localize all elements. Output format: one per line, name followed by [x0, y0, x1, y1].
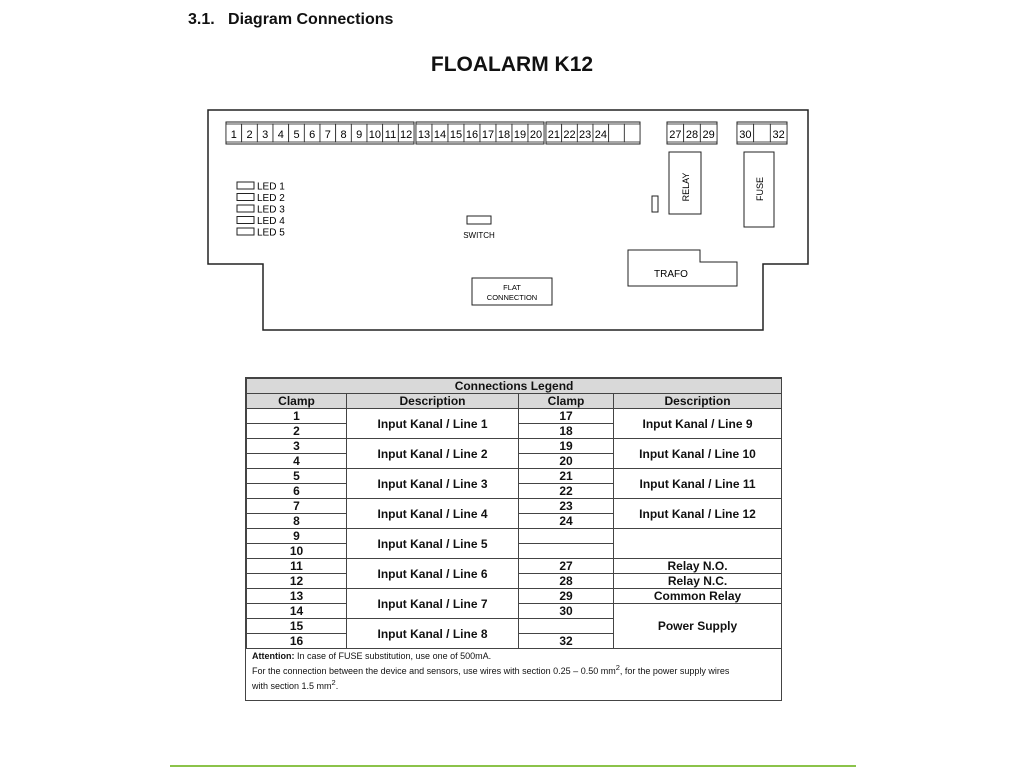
- led-indicator: [237, 228, 254, 235]
- clamp-cell: 22: [519, 484, 614, 499]
- led-label: LED 5: [257, 227, 285, 239]
- connections-legend: [245, 377, 782, 701]
- led-indicator: [237, 205, 254, 212]
- description-cell: Input Kanal / Line 3: [347, 469, 519, 499]
- clamp-cell: 21: [519, 469, 614, 484]
- note-line-1: [252, 651, 775, 662]
- led-indicator: [237, 217, 254, 224]
- terminal-label: 5: [293, 129, 300, 141]
- note-line-3a: with section 1.5 mm: [252, 681, 332, 691]
- terminal-label: 22: [563, 129, 576, 141]
- terminal-label: 28: [685, 129, 699, 141]
- legend-title: Connections Legend: [247, 379, 782, 394]
- terminal-label: 24: [594, 129, 607, 141]
- table-row: [247, 559, 782, 574]
- clamp-cell: 32: [519, 634, 614, 649]
- clamp-cell: 2: [247, 424, 347, 439]
- clamp-cell: 7: [247, 499, 347, 514]
- description-cell: Input Kanal / Line 2: [347, 439, 519, 469]
- header-clamp-right: Clamp: [519, 394, 614, 409]
- description-cell: Relay N.C.: [614, 574, 782, 589]
- terminal-label: 2: [246, 129, 253, 141]
- relay-label: RELAY: [681, 172, 691, 202]
- clamp-cell: [519, 619, 614, 634]
- led-label: LED 4: [257, 216, 285, 227]
- legend-note: [246, 649, 781, 700]
- note-line-3b: .: [335, 681, 339, 691]
- clamp-cell: 6: [247, 484, 347, 499]
- header-clamp-left: Clamp: [247, 394, 347, 409]
- table-row: [247, 529, 782, 544]
- switch-label: SWITCH: [463, 231, 495, 240]
- table-row: [247, 469, 782, 484]
- terminal-label: 12: [400, 129, 413, 141]
- clamp-cell: 13: [247, 589, 347, 604]
- terminal-label: 20: [529, 129, 543, 141]
- terminal-label: 18: [497, 129, 511, 141]
- terminal-label: 27: [669, 129, 682, 141]
- header-description-left: Description: [347, 394, 519, 409]
- terminal-cell: [609, 124, 625, 142]
- description-cell: Common Relay: [614, 589, 782, 604]
- clamp-cell: 17: [519, 409, 614, 424]
- table-row: [247, 409, 782, 424]
- clamp-cell: [519, 544, 614, 559]
- terminal-label: 21: [547, 129, 560, 141]
- section-title: Diagram Connections: [228, 11, 394, 28]
- clamp-cell: 14: [247, 604, 347, 619]
- terminal-label: 11: [384, 129, 397, 141]
- clamp-cell: 3: [247, 439, 347, 454]
- description-cell: Input Kanal / Line 8: [347, 619, 519, 649]
- clamp-cell: [519, 529, 614, 544]
- clamp-cell: 19: [519, 439, 614, 454]
- terminal-label: 23: [579, 129, 592, 141]
- led-indicator: [237, 194, 254, 201]
- board-diagram: [0, 0, 1024, 360]
- clamp-cell: 18: [519, 424, 614, 439]
- terminal-label: 32: [772, 129, 785, 141]
- terminal-label: 15: [449, 129, 463, 141]
- clamp-cell: 12: [247, 574, 347, 589]
- description-cell: Input Kanal / Line 12: [614, 499, 782, 529]
- trafo-label: TRAFO: [654, 269, 688, 280]
- description-cell: Relay N.O.: [614, 559, 782, 574]
- terminal-label: 7: [324, 129, 331, 141]
- terminal-label: 8: [340, 129, 347, 141]
- note-line-2a: For the connection between the device and sensors, use wires with section 0.25 – 0.50 mm: [252, 666, 616, 676]
- table-row: [247, 499, 782, 514]
- note-line-3: [252, 677, 775, 692]
- table-row: [247, 439, 782, 454]
- product-title: FLOALARM K12: [430, 53, 594, 76]
- description-cell: Input Kanal / Line 6: [347, 559, 519, 589]
- led-label: LED 2: [257, 193, 285, 204]
- clamp-cell: 1: [247, 409, 347, 424]
- description-cell: Input Kanal / Line 1: [347, 409, 519, 439]
- clamp-cell: 20: [519, 454, 614, 469]
- description-cell: Input Kanal / Line 5: [347, 529, 519, 559]
- clamp-cell: 30: [519, 604, 614, 619]
- description-cell: [614, 529, 782, 559]
- clamp-cell: 15: [247, 619, 347, 634]
- terminal-label: 19: [513, 129, 527, 141]
- clamp-cell: 5: [247, 469, 347, 484]
- description-cell: Input Kanal / Line 10: [614, 439, 782, 469]
- terminal-cell: [624, 124, 640, 142]
- description-cell: Input Kanal / Line 9: [614, 409, 782, 439]
- terminal-label: 30: [739, 129, 752, 141]
- note-line-2-sup: 2: [615, 663, 620, 672]
- note-line-2: [252, 662, 775, 677]
- terminal-label: 29: [702, 129, 715, 141]
- terminal-label: 14: [433, 129, 447, 141]
- description-cell: Input Kanal / Line 7: [347, 589, 519, 619]
- clamp-cell: 23: [519, 499, 614, 514]
- note-line-2b: , for the power supply wires: [619, 666, 730, 676]
- small-component: [652, 196, 658, 212]
- terminal-label: 10: [368, 129, 381, 141]
- clamp-cell: 29: [519, 589, 614, 604]
- terminal-label: 6: [309, 129, 316, 141]
- led-label: LED 1: [257, 181, 285, 193]
- clamp-cell: 24: [519, 514, 614, 529]
- led-indicator: [237, 182, 254, 189]
- footer-rule: [170, 765, 856, 767]
- clamp-cell: 28: [519, 574, 614, 589]
- clamp-cell: 4: [247, 454, 347, 469]
- note-line-3-sup: 2: [331, 678, 336, 687]
- terminal-label: 4: [277, 129, 284, 141]
- description-cell: Power Supply: [614, 604, 782, 649]
- attention-text: In case of FUSE substitution, use one of 500mA.: [294, 651, 492, 661]
- terminal-label: 17: [481, 129, 495, 141]
- terminal-label: 13: [417, 129, 431, 141]
- terminal-strip: [226, 122, 787, 144]
- table-row: [247, 589, 782, 604]
- led-label: LED 3: [257, 204, 285, 216]
- switch-component: [467, 216, 491, 224]
- clamp-cell: 9: [247, 529, 347, 544]
- terminal-label: 1: [230, 129, 237, 141]
- board-outline-svg: [0, 0, 1024, 360]
- terminal-label: 3: [262, 129, 269, 141]
- header-description-right: Description: [614, 394, 782, 409]
- clamp-cell: 27: [519, 559, 614, 574]
- fuse-label: FUSE: [755, 176, 765, 202]
- description-cell: Input Kanal / Line 4: [347, 499, 519, 529]
- flat-connection-label-2: CONNECTION: [486, 293, 538, 302]
- terminal-label: 9: [356, 129, 363, 141]
- terminal-label: 16: [465, 129, 479, 141]
- clamp-cell: 16: [247, 634, 347, 649]
- section-number: 3.1.: [188, 11, 215, 28]
- flat-connection-label-1: FLAT: [503, 283, 521, 292]
- clamp-cell: 8: [247, 514, 347, 529]
- description-cell: Input Kanal / Line 11: [614, 469, 782, 499]
- clamp-cell: 10: [247, 544, 347, 559]
- terminal-cell: [754, 124, 771, 142]
- attention-label: Attention:: [252, 651, 295, 661]
- clamp-cell: 11: [247, 559, 347, 574]
